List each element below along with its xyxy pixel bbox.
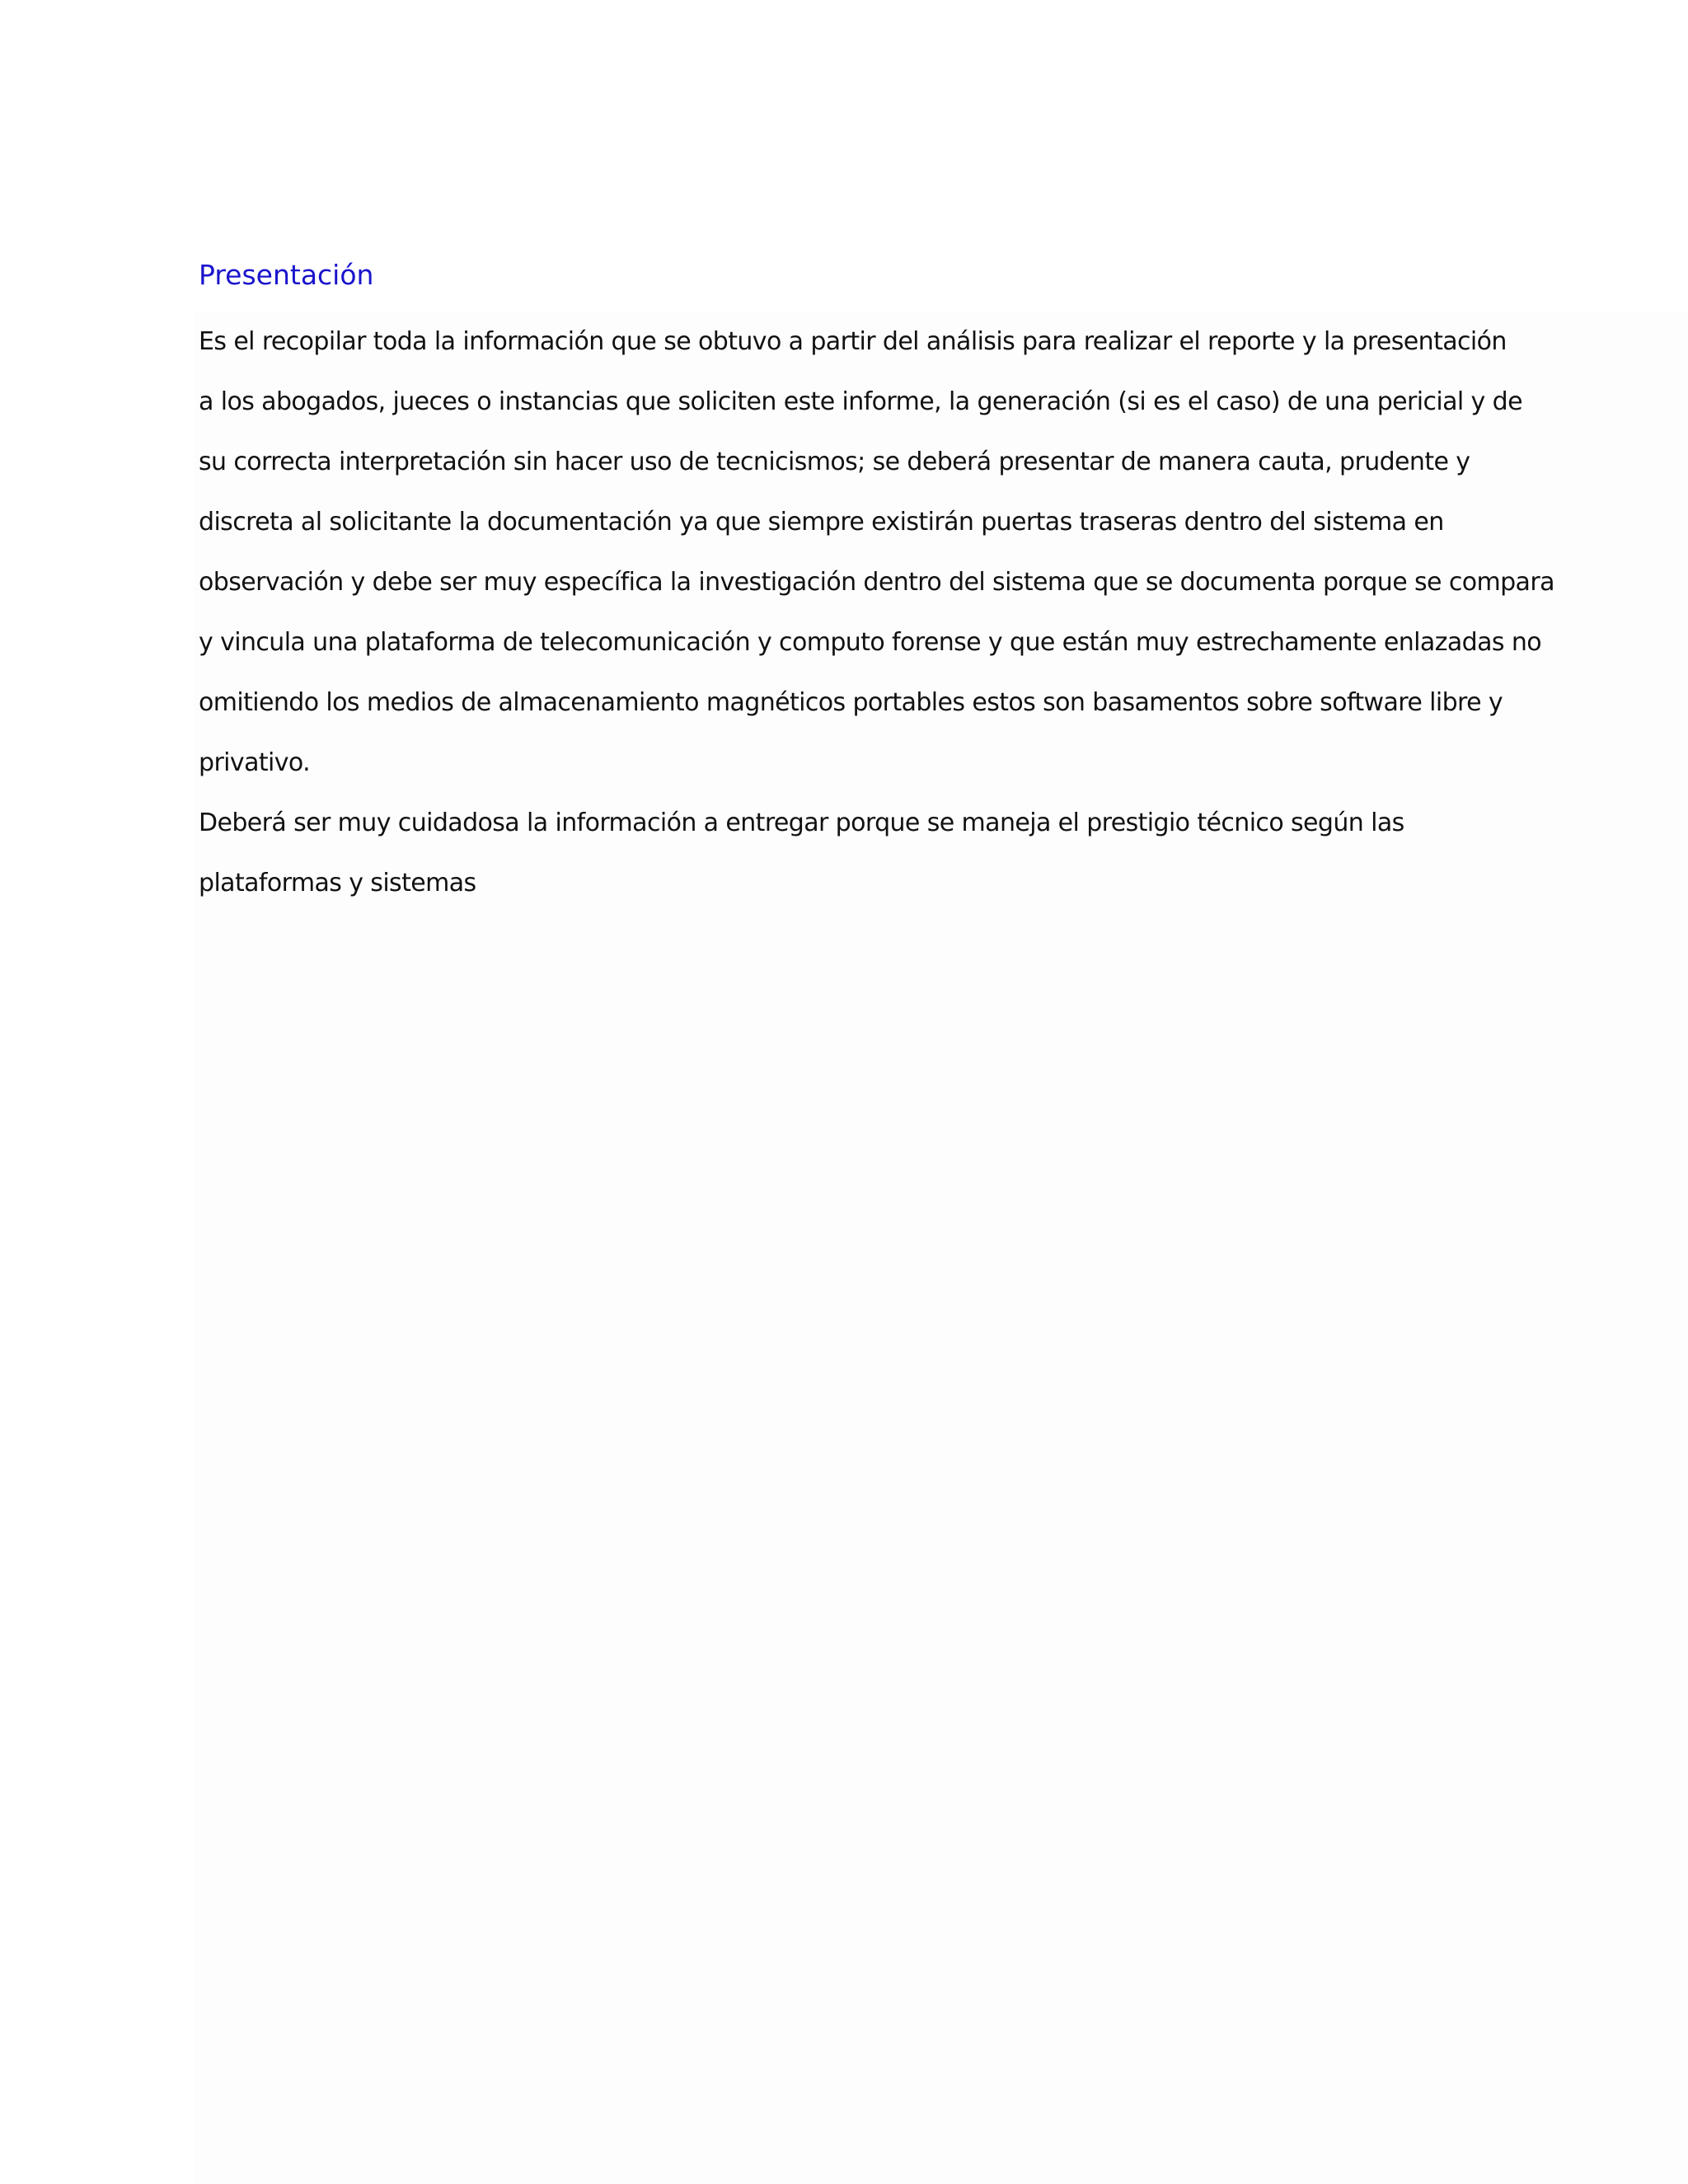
paragraph-line-3: su correcta interpretación sin hacer uso de tecnicismos; se deberá presentar de manera cauta, prudente y [199,448,1470,476]
paragraph-line-2: a los abogados, jueces o instancias que soliciten este informe, la generación (si es el caso) de una pericial y de [199,387,1522,416]
paragraph-line-10: plataformas y sistemas [199,869,476,898]
paragraph-line-7: omitiendo los medios de almacenamiento magnéticos portables estos son basamentos sobre software libre y [199,688,1503,717]
document-content [199,252,1554,913]
paragraph-line-1: Es el recopilar toda la información que se obtuvo a partir del análisis para realizar el reporte y la presentación [199,327,1507,356]
paragraph-line-6: y vincula una plataforma de telecomunicación y computo forense y que están muy estrechamente enlazadas no [199,628,1541,657]
paragraph-line-4: discreta al solicitante la documentación ya que siempre existirán puertas traseras dentro del sistema en [199,508,1444,537]
paragraph-line-9: Deberá ser muy cuidadosa la información a entregar porque se maneja el prestigio técnico según las [199,808,1404,837]
section-heading: Presentación [199,259,374,291]
paragraph-line-8: privativo. [199,748,311,777]
paragraph-line-5: observación y debe ser muy específica la investigación dentro del sistema que se documenta porque se compara [199,568,1554,597]
